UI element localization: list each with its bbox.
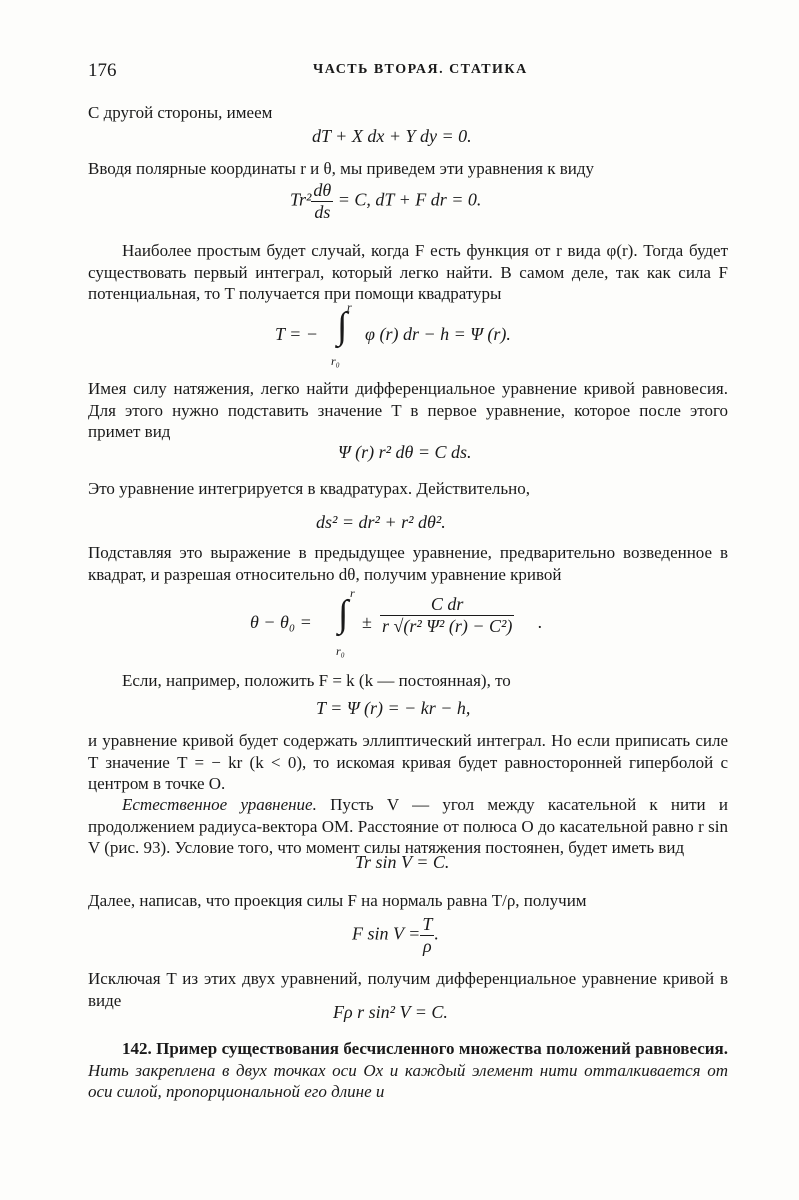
running-header (88, 60, 728, 84)
page-number: 176 (88, 60, 117, 81)
eq6-left: θ − θ₀ = (250, 612, 312, 632)
eq2-numerator: dθ (313, 180, 332, 200)
eq9-period: . (434, 923, 439, 944)
section-heading: 142. Пример существования бесчисленного множества положений равновесия. (122, 1039, 728, 1058)
natural-equation-text: Пусть V — угол между касательной к нити и продолжением радиуса-вектора OM. Расстояние от полюса O до касательной равно r sin V (рис. 93). Условие того, что момент силы натяжения постоянен, будет иметь вид (88, 795, 728, 857)
eq9-left: F sin V = (352, 923, 421, 944)
equation-10: Fρ r sin² V = C. (333, 1002, 448, 1022)
eq3-left: T = − (275, 324, 318, 344)
natural-equation-lead: Естественное уравнение. (122, 795, 317, 814)
eq6-denominator: r √(r² Ψ² (r) − C²) (382, 616, 513, 636)
equation-2 (290, 180, 481, 223)
paragraph-normal-projection: Далее, написав, что проекция силы F на нормаль равна T/ρ, получим (88, 891, 587, 910)
eq6-fraction (380, 594, 514, 637)
eq3-right: φ (r) dr − h = Ψ (r). (365, 324, 511, 344)
eq6-plus-minus: ± (362, 612, 372, 632)
paragraph-natural-equation (88, 794, 728, 859)
eq9-fraction (420, 914, 434, 957)
eq9-denominator: ρ (423, 936, 432, 956)
eq3-lower-limit: r₀ (331, 354, 340, 368)
equation-5: ds² = dr² + r² dθ². (316, 512, 446, 532)
paragraph-example: Если, например, положить F = k (k — постоянная), то (122, 671, 511, 690)
paragraph-tension: Имея силу натяжения, легко найти дифференциальное уравнение кривой равновесия. Для этого нужно подставить значение T в первое уравнение, которое после этого примет вид (88, 379, 728, 441)
paragraph-quadrature: Это уравнение интегрируется в квадратурах. Действительно, (88, 479, 530, 498)
paragraph-substitution: Подставляя это выражение в предыдущее уравнение, предварительно возведенное в квадрат, и разрешая относительно dθ, получим уравнение кривой (88, 543, 728, 584)
eq3-upper-limit: r (347, 300, 352, 314)
equation-1: dT + X dx + Y dy = 0. (312, 126, 472, 146)
paragraph-simple-case: Наиболее простым будет случай, когда F есть функция от r вида φ(r). Тогда будет существовать первый интеграл, который легко найти. В самом деле, так как сила F потенциальная, то T получается при помощи квадратуры (88, 241, 728, 303)
equation-9 (352, 914, 439, 957)
paragraph-eliminating: Исключая T из этих двух уравнений, получим дифференциальное уравнение кривой в виде (88, 969, 728, 1010)
running-title: ЧАСТЬ ВТОРАЯ. СТАТИКА (313, 62, 528, 77)
equation-4: Ψ (r) r² dθ = C ds. (338, 442, 472, 462)
eq6-upper-limit: r (350, 586, 355, 600)
eq6-numerator: C dr (380, 594, 514, 616)
eq2-fraction (311, 180, 333, 223)
paragraph-polar: Вводя полярные координаты r и θ, мы приведем эти уравнения к виду (88, 159, 595, 178)
integral-sign: ∫ (337, 305, 348, 347)
eq2-left: Tr² (290, 189, 312, 210)
integral-sign: ∫ (338, 593, 349, 635)
eq6-lower-limit: r₀ (336, 644, 345, 658)
eq9-numerator: T (422, 914, 433, 934)
eq2-denominator: ds (314, 202, 331, 222)
paragraph-elliptic: и уравнение кривой будет содержать эллиптический интеграл. Но если приписать силе T значение T = − kr (k < 0), то искомая кривая будет равносторонней гиперболой с центром в точке O. (88, 731, 728, 793)
section-142 (88, 1038, 728, 1103)
eq2-rest: = C, dT + F dr = 0. (333, 189, 482, 210)
equation-8: Tr sin V = C. (355, 852, 450, 872)
eq6-period: . (538, 612, 543, 632)
paragraph-intro: С другой стороны, имеем (88, 103, 273, 122)
section-statement: Нить закреплена в двух точках оси Ox и каждый элемент нити отталкивается от оси силой, пропорциональной его длине и (88, 1060, 728, 1101)
equation-7: T = Ψ (r) = − kr − h, (316, 698, 471, 718)
